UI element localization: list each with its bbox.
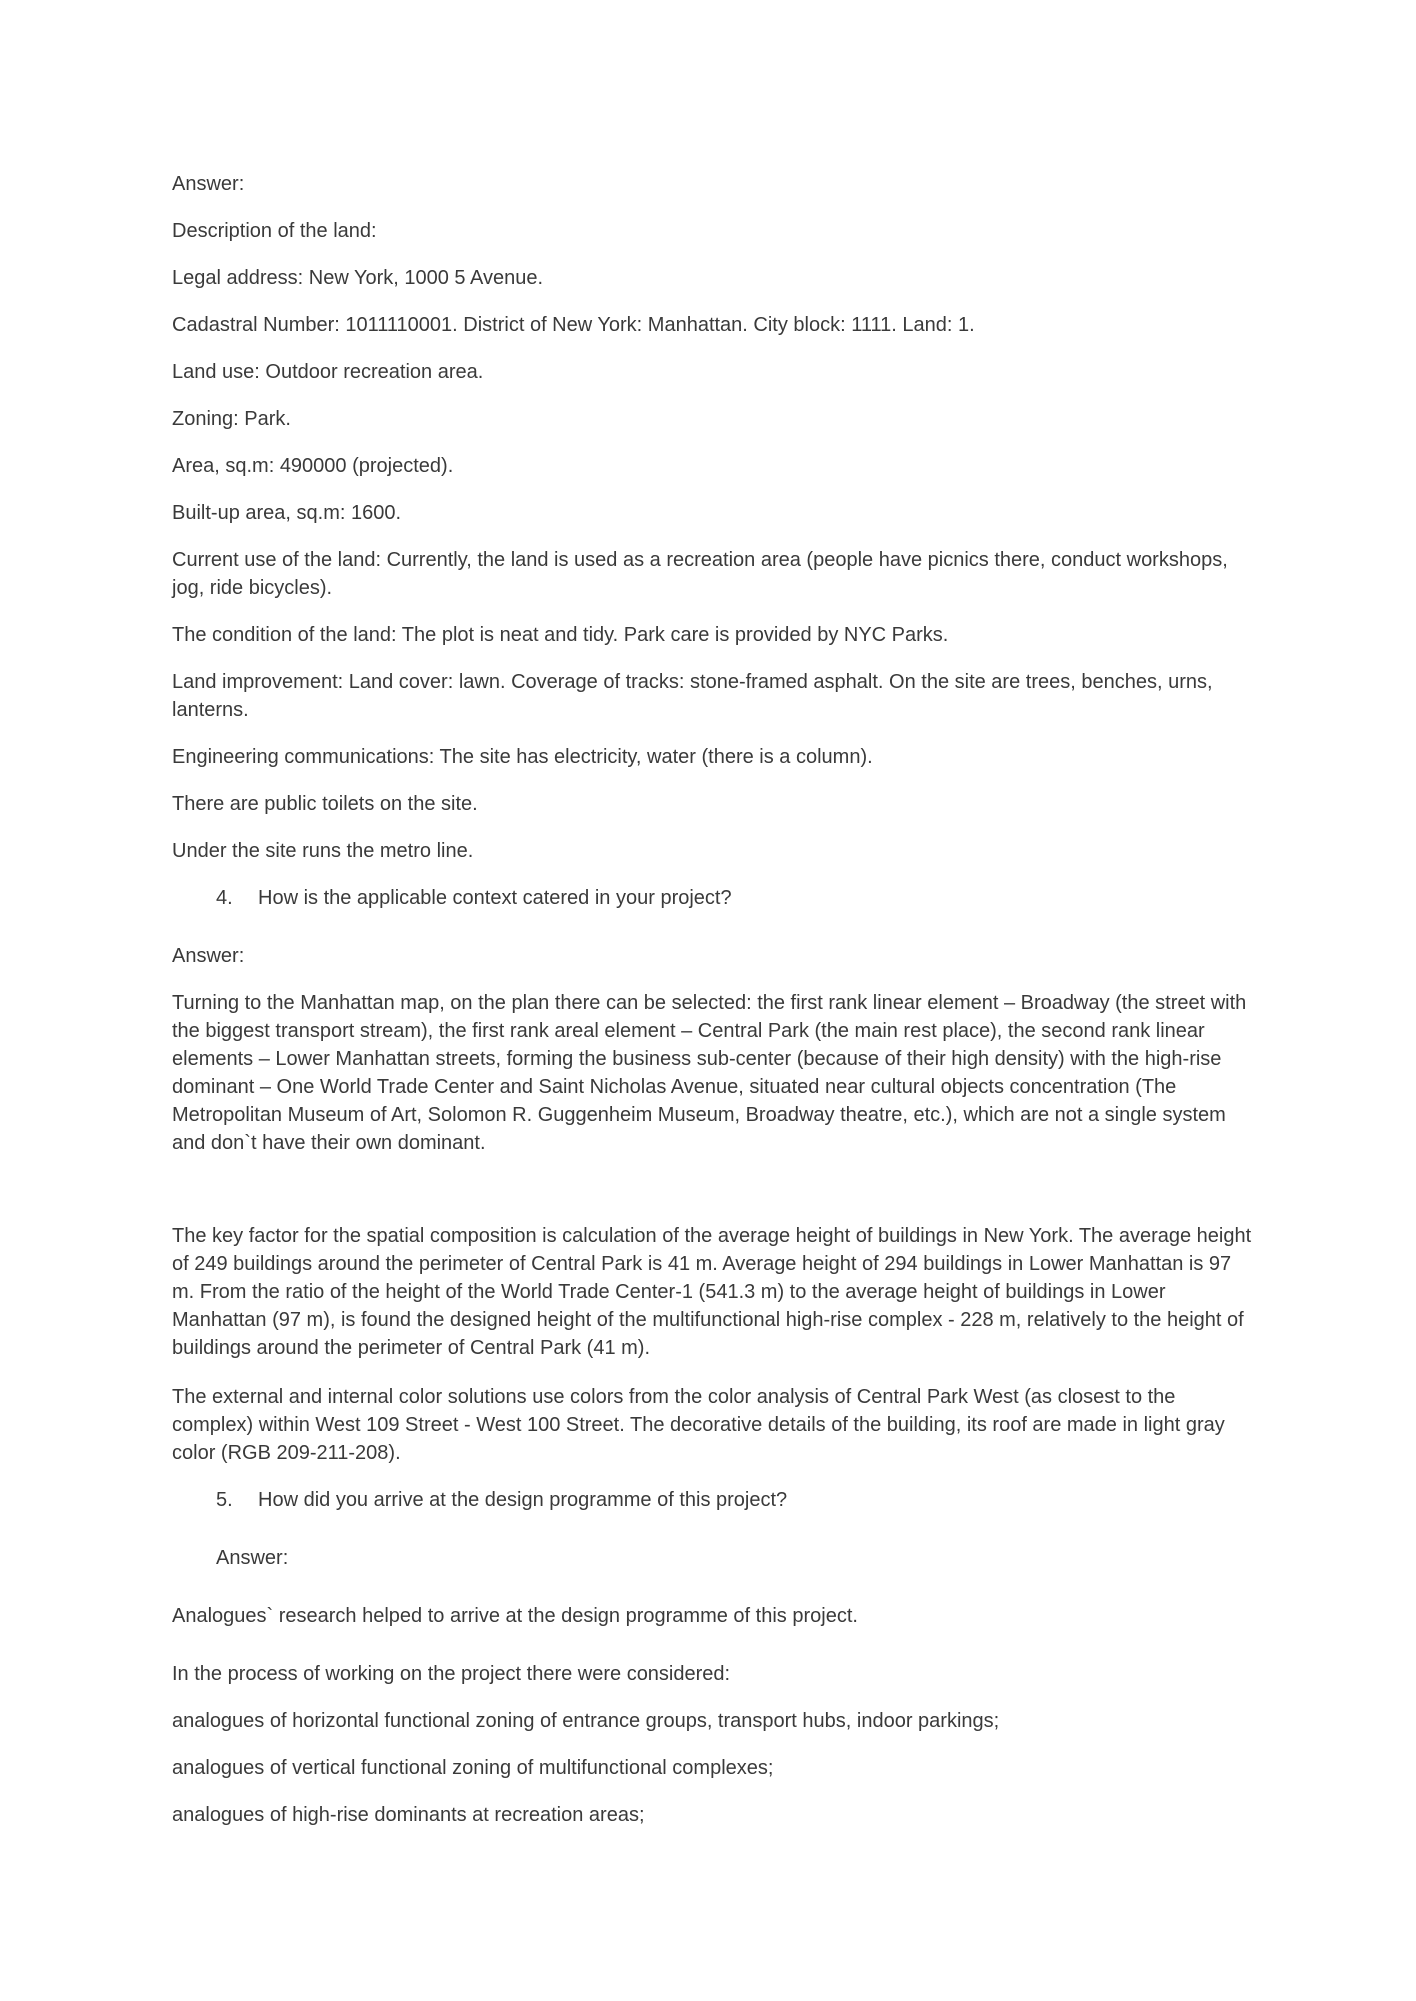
land-improvement: Land improvement: Land cover: lawn. Coverage of tracks: stone-framed asphalt. On the site are trees, benches, urns, lanterns. [172, 671, 1213, 721]
analogue-item-2: analogues of vertical functional zoning of multifunctional complexes; [172, 1757, 774, 1779]
question-5-answer-label: Answer: [216, 1547, 289, 1569]
answer-label: Answer: [172, 173, 245, 195]
question-4-number: 4. [216, 887, 233, 909]
question-5-paragraph-2: In the process of working on the project there were considered: [172, 1663, 731, 1685]
legal-address: Legal address: New York, 1000 5 Avenue. [172, 267, 544, 289]
question-4-paragraph-3: The external and internal color solutions use colors from the color analysis of Central Park West (as closest to the complex) within West 109 Street - West 100 Street. The decorative details of the building, its roof are made in light gray color (RGB 209-211-208). [172, 1386, 1225, 1464]
question-4-text: How is the applicable context catered in your project? [258, 887, 732, 909]
zoning: Zoning: Park. [172, 408, 291, 430]
description-heading: Description of the land: [172, 220, 377, 242]
question-5-paragraph-1: Analogues` research helped to arrive at the design programme of this project. [172, 1605, 858, 1627]
built-up-area: Built-up area, sq.m: 1600. [172, 502, 402, 524]
land-condition: The condition of the land: The plot is neat and tidy. Park care is provided by NYC Parks. [172, 624, 949, 646]
cadastral-number: Cadastral Number: 1011110001. District of New York: Manhattan. City block: 1111. Land: 1. [172, 314, 975, 336]
question-5-number: 5. [216, 1489, 233, 1511]
question-5-text: How did you arrive at the design programme of this project? [258, 1489, 788, 1511]
question-4-paragraph-2: The key factor for the spatial composition is calculation of the average height of buildings in New York. The average height of 249 buildings around the perimeter of Central Park is 41 m. Average height of 294 buildings in Lower Manhattan is 97 m. From the ratio of the height of the World Trade Center-1 (541.3 m) to the average height of buildings in Lower Manhattan (97 m), is found the designed height of the multifunctional high-rise complex - 228 m, relatively to the height of buildings around the perimeter of Central Park (41 m). [172, 1225, 1252, 1359]
land-use: Land use: Outdoor recreation area. [172, 361, 484, 383]
analogue-item-3: analogues of high-rise dominants at recreation areas; [172, 1804, 645, 1826]
current-use: Current use of the land: Currently, the land is used as a recreation area (people have picnics there, conduct workshops, jog, ride bicycles). [172, 549, 1228, 599]
metro-line: Under the site runs the metro line. [172, 840, 474, 862]
analogue-item-1: analogues of horizontal functional zoning of entrance groups, transport hubs, indoor parkings; [172, 1710, 1000, 1732]
question-4-paragraph-1: Turning to the Manhattan map, on the plan there can be selected: the first rank linear element – Broadway (the street with the biggest transport stream), the first rank areal element – Central Park (the main rest place), the second rank linear elements – Lower Manhattan streets, forming the business sub-center (because of their high density) with the high-rise dominant – One World Trade Center and Saint Nicholas Avenue, situated near cultural objects concentration (The Metropolitan Museum of Art, Solomon R. Guggenheim Museum, Broadway theatre, etc.), which are not a single system and don`t have their own dominant. [172, 992, 1247, 1154]
area: Area, sq.m: 490000 (projected). [172, 455, 454, 477]
engineering-communications: Engineering communications: The site has electricity, water (there is a column). [172, 746, 873, 768]
public-toilets: There are public toilets on the site. [172, 793, 478, 815]
question-4-answer-label: Answer: [172, 945, 245, 967]
